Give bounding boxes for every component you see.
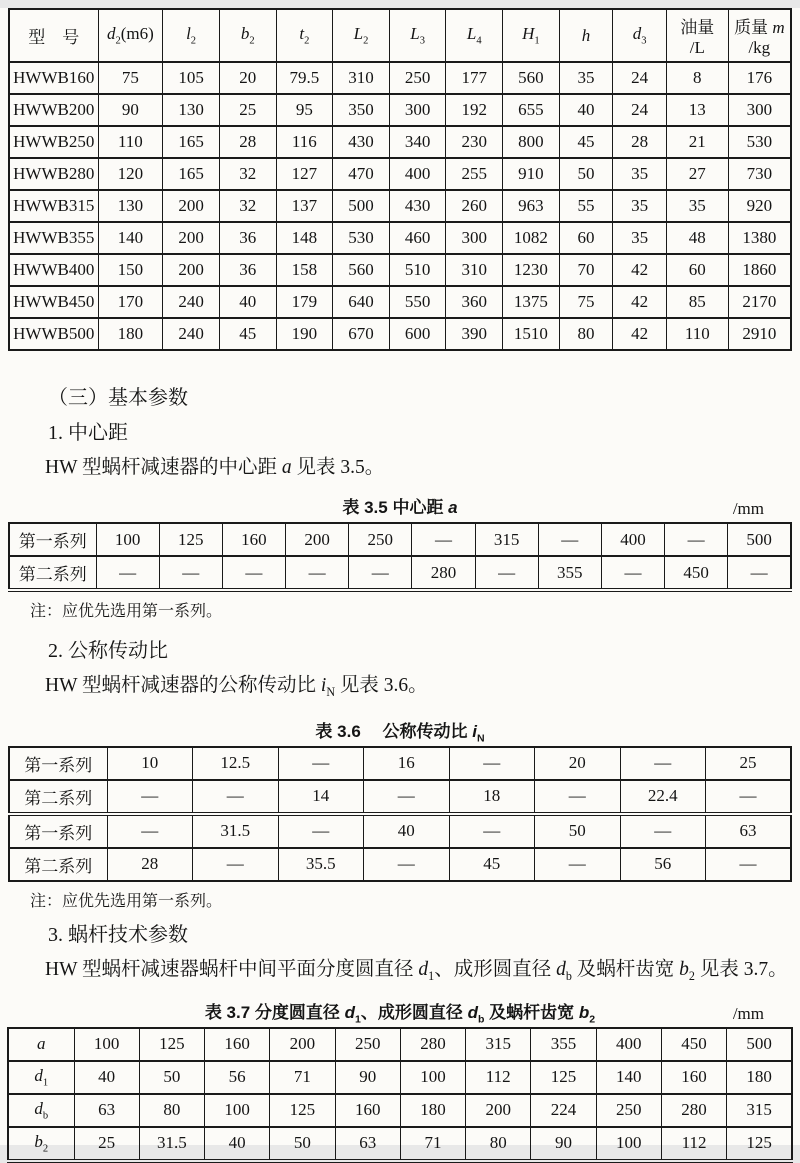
table-cell: HWWB400 — [9, 254, 98, 286]
table-cell: — — [364, 848, 450, 881]
table-row — [9, 747, 791, 780]
table-cell: 50 — [559, 158, 613, 190]
table-cell: — — [412, 523, 475, 556]
table-cell: 250 — [349, 523, 412, 556]
table-cell: 500 — [728, 523, 791, 556]
table-cell: 125 — [139, 1028, 204, 1061]
table-cell: 35 — [666, 190, 728, 222]
table37-caption: 表 3.7 分度圆直径 $d_1$、成形圆直径 $d_b$ 及蜗杆齿宽 $b_2$ — [204, 1002, 596, 1026]
table-cell: 50 — [535, 814, 621, 848]
table-cell: 530 — [728, 126, 791, 158]
table-cell: — — [222, 556, 285, 590]
table-cell: 14 — [278, 780, 364, 814]
table-cell: 160 — [205, 1028, 270, 1061]
table-cell: 8 — [666, 62, 728, 94]
table-cell: 640 — [333, 286, 390, 318]
table-cell: 510 — [389, 254, 446, 286]
table-cell: 36 — [219, 254, 276, 286]
table-cell: 450 — [661, 1028, 726, 1061]
column-header: $t_2$ — [276, 9, 333, 62]
table-cell: — — [538, 523, 601, 556]
table-cell: — — [96, 556, 159, 590]
table-cell: 340 — [389, 126, 446, 158]
table-cell: 31.5 — [193, 814, 279, 848]
table-cell: 10 — [107, 747, 193, 780]
table-cell: 16 — [364, 747, 450, 780]
table-row — [9, 523, 791, 556]
table-cell: 第一系列 — [9, 814, 107, 848]
table-cell: 200 — [163, 190, 220, 222]
table-cell: 25 — [74, 1127, 139, 1161]
column-header: $L_4$ — [446, 9, 503, 62]
table-cell: 71 — [400, 1127, 465, 1161]
table-cell: 125 — [727, 1127, 792, 1161]
table-cell: 20 — [535, 747, 621, 780]
table-cell: 31.5 — [139, 1127, 204, 1161]
subsection-heading-1: 1. 中心距 — [48, 422, 128, 444]
table-cell: 42 — [613, 286, 667, 318]
table-cell: HWWB500 — [9, 318, 98, 350]
table37-caption-row — [8, 1000, 792, 1025]
table-cell: 355 — [531, 1028, 596, 1061]
table-cell: 315 — [475, 523, 538, 556]
document-page — [0, 8, 800, 1155]
table-cell: 400 — [601, 523, 664, 556]
table-cell: 110 — [666, 318, 728, 350]
table-cell: 360 — [446, 286, 503, 318]
table-cell: 255 — [446, 158, 503, 190]
table-cell: 42 — [613, 254, 667, 286]
table-cell: 24 — [613, 62, 667, 94]
table-cell: 179 — [276, 286, 333, 318]
paragraph-ratio: HW 型蜗杆减速器的公称传动比 $i_N$ 见表 3.6。 — [45, 675, 428, 699]
table-cell: 2170 — [728, 286, 791, 318]
table-row — [8, 1127, 792, 1161]
table-cell: 80 — [466, 1127, 531, 1161]
column-header: 型 号 — [9, 9, 98, 62]
table-cell: 42 — [613, 318, 667, 350]
table-cell: 430 — [389, 190, 446, 222]
table-cell: 第二系列 — [9, 848, 107, 881]
table-cell: 125 — [270, 1094, 335, 1127]
table-cell: 79.5 — [276, 62, 333, 94]
table-cell: 400 — [389, 158, 446, 190]
table-cell: 50 — [139, 1061, 204, 1094]
table36-caption-row — [8, 719, 792, 744]
table-cell: 22.4 — [620, 780, 706, 814]
table-cell: — — [620, 747, 706, 780]
table-cell: HWWB280 — [9, 158, 98, 190]
table-cell: 40 — [559, 94, 613, 126]
table-cell: 300 — [446, 222, 503, 254]
table-cell: — — [286, 556, 349, 590]
table-cell: HWWB250 — [9, 126, 98, 158]
table-cell: 112 — [661, 1127, 726, 1161]
table-cell: 200 — [466, 1094, 531, 1127]
table-cell: HWWB450 — [9, 286, 98, 318]
table-cell: 1860 — [728, 254, 791, 286]
table-cell: — — [475, 556, 538, 590]
table-cell: 100 — [400, 1061, 465, 1094]
table35-unit-label: /mm — [732, 499, 764, 518]
table-cell: 55 — [559, 190, 613, 222]
table-cell: 160 — [222, 523, 285, 556]
table-cell: 600 — [389, 318, 446, 350]
table-cell: 13 — [666, 94, 728, 126]
table-cell: 190 — [276, 318, 333, 350]
table35-note: 注：应优先选用第一系列。 — [30, 603, 223, 620]
table-cell: 127 — [276, 158, 333, 190]
table-cell: 963 — [503, 190, 560, 222]
column-header: h — [559, 9, 613, 62]
table-cell: 1510 — [503, 318, 560, 350]
table-cell: 1082 — [503, 222, 560, 254]
table-cell: 100 — [74, 1028, 139, 1061]
table-cell: 560 — [333, 254, 390, 286]
table-cell: HWWB160 — [9, 62, 98, 94]
table-cell: 28 — [107, 848, 193, 881]
table-cell: 第一系列 — [9, 523, 96, 556]
table-cell: 315 — [466, 1028, 531, 1061]
table-cell: — — [601, 556, 664, 590]
table-header-row — [9, 9, 791, 62]
center-distance-table — [8, 522, 792, 592]
table-cell: 56 — [205, 1061, 270, 1094]
table-cell: 160 — [661, 1061, 726, 1094]
dimension-table-header — [9, 9, 791, 62]
paragraph-worm-parameters: HW 型蜗杆减速器蜗杆中间平面分度圆直径 $d_1$、成形圆直径 $d_b$ 及蜗杆齿宽 $b_2$ 见表 3.7。 — [45, 958, 788, 983]
table-cell: — — [159, 556, 222, 590]
table-cell: — — [193, 848, 279, 881]
table-cell: 125 — [531, 1061, 596, 1094]
table-cell: 95 — [276, 94, 333, 126]
table-cell: — — [706, 780, 792, 814]
table-cell: — — [535, 848, 621, 881]
table-cell: 148 — [276, 222, 333, 254]
table-cell: 560 — [503, 62, 560, 94]
table-cell: HWWB200 — [9, 94, 98, 126]
table-cell: 158 — [276, 254, 333, 286]
table-cell: 192 — [446, 94, 503, 126]
table-cell: 920 — [728, 190, 791, 222]
table-cell: 280 — [661, 1094, 726, 1127]
column-header: $b_2$ — [219, 9, 276, 62]
table-row — [9, 190, 791, 222]
table-cell: 56 — [620, 848, 706, 881]
table-cell: 250 — [596, 1094, 661, 1127]
table-cell: $d_1$ — [8, 1061, 74, 1094]
table-row — [9, 848, 791, 881]
paragraph-center-distance: HW 型蜗杆减速器的中心距 a 见表 3.5。 — [45, 457, 385, 478]
table-cell: 300 — [389, 94, 446, 126]
table-cell: 300 — [728, 94, 791, 126]
table-cell: — — [107, 814, 193, 848]
table-cell: 90 — [98, 94, 163, 126]
table-cell: 137 — [276, 190, 333, 222]
table-row — [9, 94, 791, 126]
table-cell: 85 — [666, 286, 728, 318]
table35-caption-row — [8, 495, 792, 520]
table36-caption: 表 3.6 公称传动比 $i_N$ — [315, 721, 485, 745]
table-cell: 165 — [163, 158, 220, 190]
table-row — [9, 62, 791, 94]
table-cell: 1375 — [503, 286, 560, 318]
table-cell: — — [728, 556, 791, 590]
table-cell: 18 — [449, 780, 535, 814]
column-header: $L_3$ — [389, 9, 446, 62]
worm-parameter-table — [7, 1027, 793, 1163]
table-cell: 280 — [412, 556, 475, 590]
table-cell: 35 — [559, 62, 613, 94]
table-cell: 32 — [219, 158, 276, 190]
table-cell: 40 — [219, 286, 276, 318]
column-header: 质量 m /kg — [728, 9, 791, 62]
table-cell: 25 — [219, 94, 276, 126]
table-cell: — — [107, 780, 193, 814]
table-cell: 655 — [503, 94, 560, 126]
table-cell: 24 — [613, 94, 667, 126]
table-cell: HWWB315 — [9, 190, 98, 222]
subsection-heading-3: 3. 蜗杆技术参数 — [48, 923, 188, 946]
table-cell: 160 — [335, 1094, 400, 1127]
table-cell: — — [535, 780, 621, 814]
table-cell: 310 — [333, 62, 390, 94]
table-cell: 130 — [163, 94, 220, 126]
table-cell: $d_b$ — [8, 1094, 74, 1127]
table-cell: $b_2$ — [8, 1127, 74, 1161]
table-cell: 35.5 — [278, 848, 364, 881]
table-cell: 260 — [446, 190, 503, 222]
column-header: $l_2$ — [163, 9, 220, 62]
table-cell: 730 — [728, 158, 791, 190]
table-cell: 2910 — [728, 318, 791, 350]
table-cell: 130 — [98, 190, 163, 222]
table-cell: — — [278, 747, 364, 780]
table-cell: 63 — [335, 1127, 400, 1161]
table-cell: 28 — [219, 126, 276, 158]
table-cell: 27 — [666, 158, 728, 190]
table-cell: HWWB355 — [9, 222, 98, 254]
table-cell: 35 — [613, 190, 667, 222]
table-row — [9, 318, 791, 350]
table-cell: 400 — [596, 1028, 661, 1061]
table-row — [9, 158, 791, 190]
table-cell: 800 — [503, 126, 560, 158]
table-cell: 20 — [219, 62, 276, 94]
table35-caption: 表 3.5 中心距 a — [342, 498, 458, 517]
table-cell: 165 — [163, 126, 220, 158]
table-cell: 116 — [276, 126, 333, 158]
table-cell: — — [449, 747, 535, 780]
table-cell: 670 — [333, 318, 390, 350]
table-cell: 第一系列 — [9, 747, 107, 780]
table-cell: 90 — [335, 1061, 400, 1094]
dimension-table — [8, 8, 792, 351]
table-row — [9, 126, 791, 158]
table-cell: 1230 — [503, 254, 560, 286]
table-cell: — — [364, 780, 450, 814]
table-cell: 32 — [219, 190, 276, 222]
table-cell: 460 — [389, 222, 446, 254]
table-cell: — — [706, 848, 792, 881]
table-cell: 250 — [335, 1028, 400, 1061]
table-cell: 25 — [706, 747, 792, 780]
column-header: $d_3$ — [613, 9, 667, 62]
table-cell: 177 — [446, 62, 503, 94]
table-cell: — — [620, 814, 706, 848]
table-cell: 第二系列 — [9, 556, 96, 590]
table-cell: 176 — [728, 62, 791, 94]
table-cell: 40 — [205, 1127, 270, 1161]
table-cell: 200 — [286, 523, 349, 556]
table-cell: 200 — [163, 254, 220, 286]
table-cell: 140 — [596, 1061, 661, 1094]
table-cell: 40 — [364, 814, 450, 848]
table-cell: 500 — [333, 190, 390, 222]
table-cell: 48 — [666, 222, 728, 254]
table-cell: — — [665, 523, 728, 556]
table-cell: 170 — [98, 286, 163, 318]
table-cell: 450 — [665, 556, 728, 590]
table-cell: 60 — [559, 222, 613, 254]
table-cell: 100 — [596, 1127, 661, 1161]
table-cell: 45 — [559, 126, 613, 158]
table-cell: 71 — [270, 1061, 335, 1094]
subsection-heading-2: 2. 公称传动比 — [48, 640, 168, 662]
table-row — [9, 780, 791, 814]
table-row — [9, 814, 791, 848]
table-cell: 120 — [98, 158, 163, 190]
table-cell: 150 — [98, 254, 163, 286]
table-cell: 100 — [96, 523, 159, 556]
table-cell: 430 — [333, 126, 390, 158]
table-cell: 75 — [559, 286, 613, 318]
table-cell: 第二系列 — [9, 780, 107, 814]
table-cell: 140 — [98, 222, 163, 254]
column-header: $L_2$ — [333, 9, 390, 62]
table-cell: 100 — [205, 1094, 270, 1127]
table-cell: 280 — [400, 1028, 465, 1061]
table-cell: 63 — [706, 814, 792, 848]
table-cell: 470 — [333, 158, 390, 190]
table-cell: 28 — [613, 126, 667, 158]
table-cell: 75 — [98, 62, 163, 94]
table-row — [8, 1094, 792, 1127]
table-cell: — — [278, 814, 364, 848]
table-cell: 35 — [613, 158, 667, 190]
table-cell: 35 — [613, 222, 667, 254]
table-cell: — — [349, 556, 412, 590]
table-cell: 21 — [666, 126, 728, 158]
table-row — [9, 222, 791, 254]
table-row — [9, 556, 791, 590]
table-cell: 355 — [538, 556, 601, 590]
table-cell: — — [193, 780, 279, 814]
table-cell: 45 — [219, 318, 276, 350]
table-cell: 80 — [559, 318, 613, 350]
table-cell: 45 — [449, 848, 535, 881]
table-cell: 230 — [446, 126, 503, 158]
table-cell: 180 — [98, 318, 163, 350]
table-cell: 500 — [727, 1028, 792, 1061]
table-cell: 60 — [666, 254, 728, 286]
table-cell: 224 — [531, 1094, 596, 1127]
table-cell: 1380 — [728, 222, 791, 254]
table-cell: 40 — [74, 1061, 139, 1094]
table-cell: 910 — [503, 158, 560, 190]
table-cell: a — [8, 1028, 74, 1061]
table-cell: 80 — [139, 1094, 204, 1127]
table-cell: 315 — [727, 1094, 792, 1127]
table-cell: 36 — [219, 222, 276, 254]
table-cell: 200 — [270, 1028, 335, 1061]
table-cell: 110 — [98, 126, 163, 158]
column-header: $d_2(m6)$ — [98, 9, 163, 62]
table-cell: 310 — [446, 254, 503, 286]
column-header: $H_1$ — [503, 9, 560, 62]
table-cell: 112 — [466, 1061, 531, 1094]
table-cell: 200 — [163, 222, 220, 254]
table-cell: 350 — [333, 94, 390, 126]
table-cell: 530 — [333, 222, 390, 254]
table-row — [9, 286, 791, 318]
table-cell: 250 — [389, 62, 446, 94]
table-cell: 70 — [559, 254, 613, 286]
table-cell: 63 — [74, 1094, 139, 1127]
table-cell: 105 — [163, 62, 220, 94]
table-cell: 180 — [400, 1094, 465, 1127]
table37-unit-label: /mm — [732, 1003, 764, 1023]
table-cell: 125 — [159, 523, 222, 556]
table-cell: — — [449, 814, 535, 848]
table-row — [8, 1061, 792, 1094]
table-cell: 90 — [531, 1127, 596, 1161]
table36-note: 注：应优先选用第一系列。 — [30, 892, 223, 910]
table-cell: 240 — [163, 286, 220, 318]
table-cell: 180 — [727, 1061, 792, 1094]
ratio-table — [8, 746, 792, 882]
section-heading: （三）基本参数 — [48, 387, 188, 409]
table-cell: 50 — [270, 1127, 335, 1161]
table-cell: 390 — [446, 318, 503, 350]
table-cell: 550 — [389, 286, 446, 318]
column-header: 油量 /L — [666, 9, 728, 62]
table-cell: 240 — [163, 318, 220, 350]
table-cell: 12.5 — [193, 747, 279, 780]
table-row — [9, 254, 791, 286]
table-row — [8, 1028, 792, 1061]
